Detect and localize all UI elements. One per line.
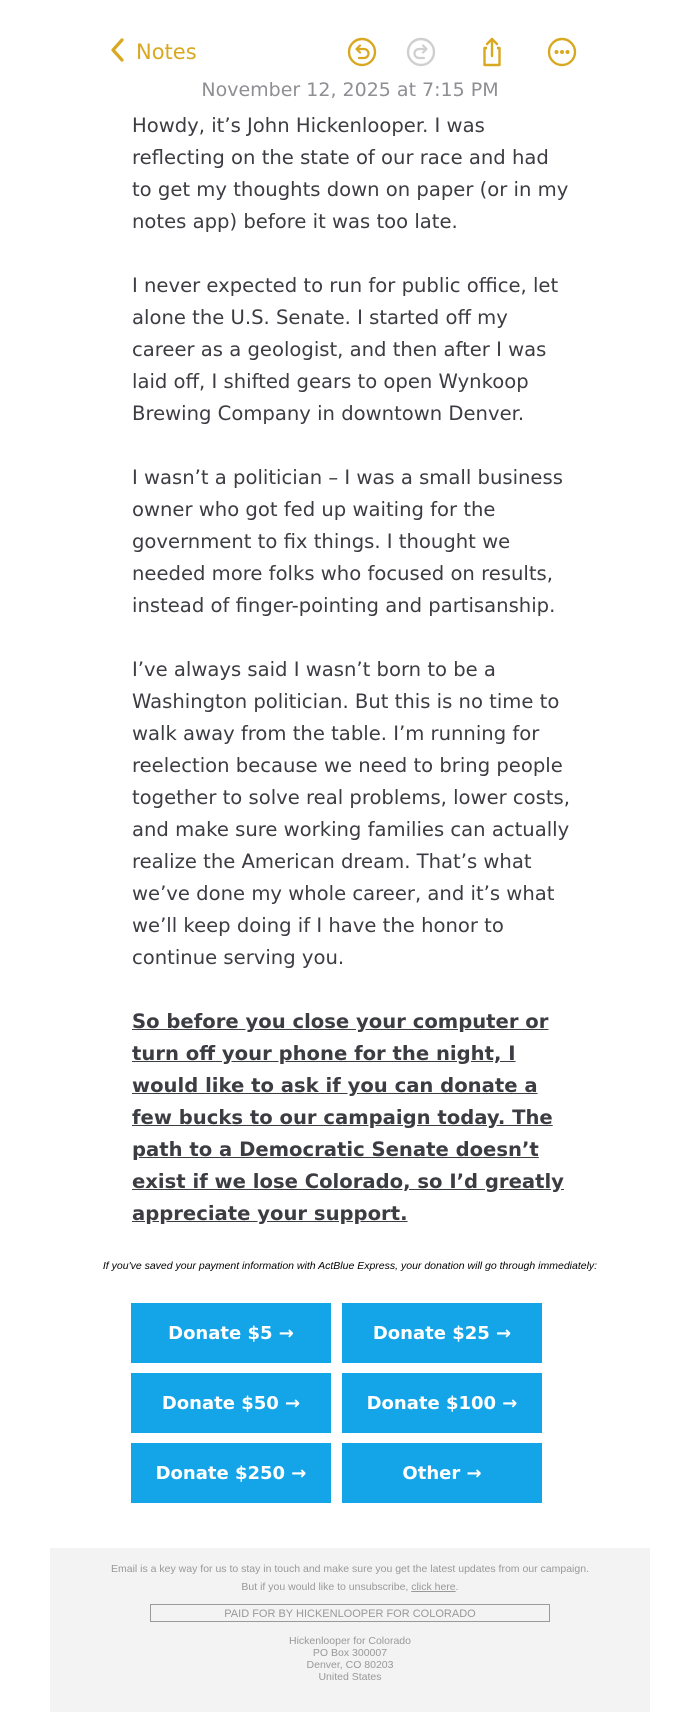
note-paragraph: I wasn’t a politician – I was a small business owner who got fed up waiting for the government to fix things. I thought we needed more folks who focused on results, instead of finger-pointing and partisanship. xyxy=(132,466,563,617)
donate-25-button[interactable]: Donate $25 → xyxy=(342,1303,542,1363)
donate-other-button[interactable]: Other → xyxy=(342,1443,542,1503)
address-line: Denver, CO 80203 xyxy=(306,1659,394,1671)
address-line: United States xyxy=(318,1671,382,1683)
note-body[interactable] xyxy=(132,110,572,1262)
chevron-left-icon xyxy=(108,36,128,69)
note-date: November 12, 2025 at 7:15 PM xyxy=(201,79,499,101)
donate-250-button[interactable]: Donate $250 → xyxy=(131,1443,331,1503)
back-label: Notes xyxy=(136,40,197,64)
mailing-address xyxy=(50,1635,650,1683)
donate-50-button[interactable]: Donate $50 → xyxy=(131,1373,331,1433)
donate-5-button[interactable]: Donate $5 → xyxy=(131,1303,331,1363)
address-line: Hickenlooper for Colorado xyxy=(289,1635,411,1647)
back-button[interactable] xyxy=(108,36,197,68)
address-line: PO Box 300007 xyxy=(312,1647,388,1659)
paid-for-disclaimer: PAID FOR BY HICKENLOOPER FOR COLORADO xyxy=(150,1604,550,1622)
donation-ask-link[interactable]: So before you close your computer or turn off your phone for the night, I would like to ask if you can donate a few bucks to our campaign today. The path to a Democratic Senate doesn’t exist if we lose Colorado, so I’d greatly appreciate your support. xyxy=(132,1010,564,1225)
donate-100-button[interactable]: Donate $100 → xyxy=(342,1373,542,1433)
share-icon[interactable] xyxy=(476,36,508,68)
redo-icon[interactable] xyxy=(405,36,437,68)
footer-unsubscribe-text: Email is a key way for us to stay in touch and make sure you get the latest updates from our campaign. But if you would like to unsubscribe, xyxy=(111,1563,589,1593)
footer-text-block: Email is a key way for us to stay in touch and make sure you get the latest updates from our campaign. But if you would like to unsubscribe, click here. xyxy=(111,1563,589,1593)
note-paragraph: I’ve always said I wasn’t born to be a Washington politician. But this is no time to walk away from the table. I’m running for reelection because we need to bring people together to solve real problems, lower costs, and make sure working families can actually realize the American dream. That’s what we’ve done my whole career, and it’s what we’ll keep doing if I have the honor to continue serving you. xyxy=(132,658,570,969)
unsubscribe-link[interactable]: click here xyxy=(411,1581,456,1593)
note-paragraph: Howdy, it’s John Hickenlooper. I was reflecting on the state of our race and had to get my thoughts down on paper (or in my notes app) before it was too late. xyxy=(132,114,569,233)
undo-icon[interactable] xyxy=(346,36,378,68)
more-icon[interactable] xyxy=(546,36,578,68)
note-paragraph: I never expected to run for public office, let alone the U.S. Senate. I started off my career as a geologist, and then after I was laid off, I shifted gears to open Wynkoop Brewing Company in downtown Denver. xyxy=(132,274,559,425)
actblue-express-note: If you've saved your payment information with ActBlue Express, your donation will go through immediately: xyxy=(102,1260,598,1272)
email-footer xyxy=(50,1548,650,1712)
